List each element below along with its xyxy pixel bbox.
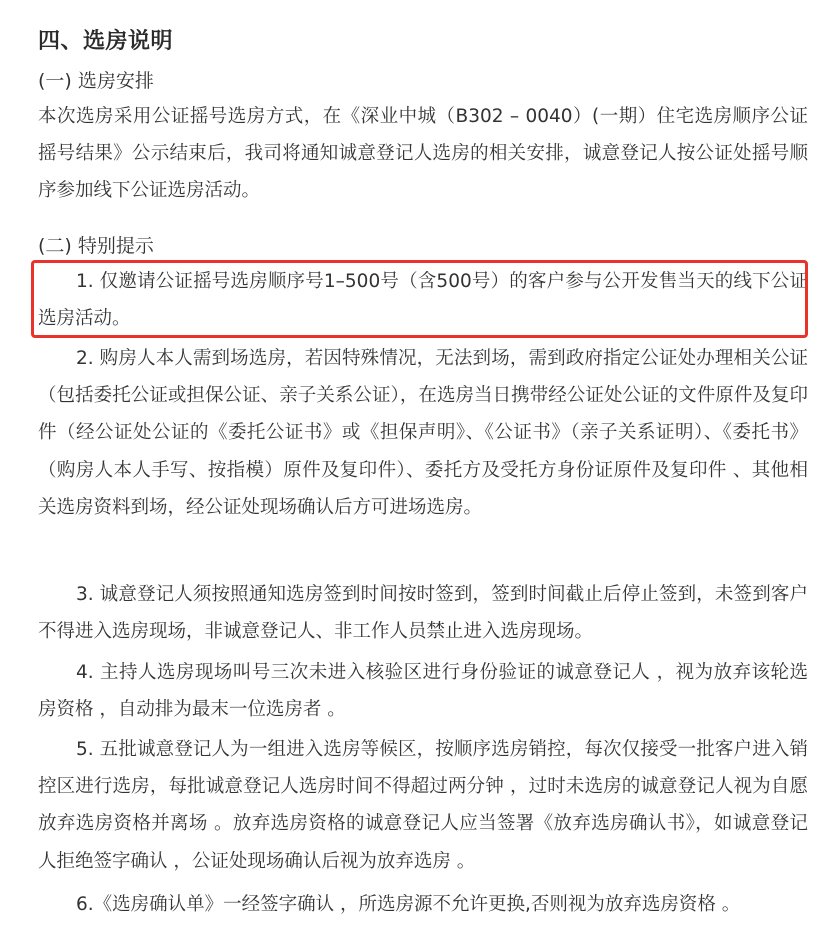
notice-item-1: 1. 仅邀请公证摇号选房顺序号1–500号（含500号）的客户参与公开发售当天的线下公证选房活动。 xyxy=(38,271,808,330)
notice-item-3: 3. 诚意登记人须按照通知选房签到时间按时签到，签到时间截止后停止签到，未签到客户不得进入选房现场，非诚意登记人、非工作人员禁止进入选房现场。 xyxy=(38,584,808,643)
arrangement-paragraph: 本次选房采用公证摇号选房方式，在《深业中城（B302 – 0040）(一期）住宅选房顺序公证摇号结果》公示结束后，我司将通知诚意登记人选房的相关安排，诚意登记人按公证处摇号顺序参加线下公证选房活动。 xyxy=(38,106,808,202)
notice-item-2: 2. 购房人本人需到场选房，若因特殊情况，无法到场，需到政府指定公证处办理相关公证（包括委托公证或担保公证、亲子关系公证），在选房当日携带经公证处公证的文件原件及复印件（经公证处公证的《委托公证书》或《担保声明》、《公证书》（亲子关系证明）、《委托书》（购房人本人手写、按指模）原件及复印件）、委托方及受托方身份证原件及复印件 、其他相关选房资料到场，经公证处现场确认后方可进场选房。 xyxy=(38,348,808,518)
notice-item-4: 4. 主持人选房现场叫号三次未进入核验区进行身份验证的诚意登记人 ，视为放弃该轮选房资格 ，自动排为最末一位选房者 。 xyxy=(38,662,808,721)
notice-item-5: 5. 五批诚意登记人为一组进入选房等候区，按顺序选房销控，每次仅接受一批客户进入销控区进行选房，每批诚意登记人选房时间不得超过两分钟 ，过时未选房的诚意登记人视为自愿放弃选房资格并离场 。放弃选房资格的诚意登记人应当签署《放弃选房确认书》，如诚意登记人拒绝签字确认 ，公证处现场确认后视为放弃选房 。 xyxy=(38,739,808,872)
section-title: 四、选房说明 xyxy=(38,29,174,54)
arrangement-heading: (一) 选房安排 xyxy=(38,70,154,92)
notice-item-6: 6.《选房确认单》一经签字确认 ，所选房源不允许更换,否则视为放弃选房资格 。 xyxy=(76,894,741,915)
notice-heading: (二) 特别提示 xyxy=(38,235,154,257)
